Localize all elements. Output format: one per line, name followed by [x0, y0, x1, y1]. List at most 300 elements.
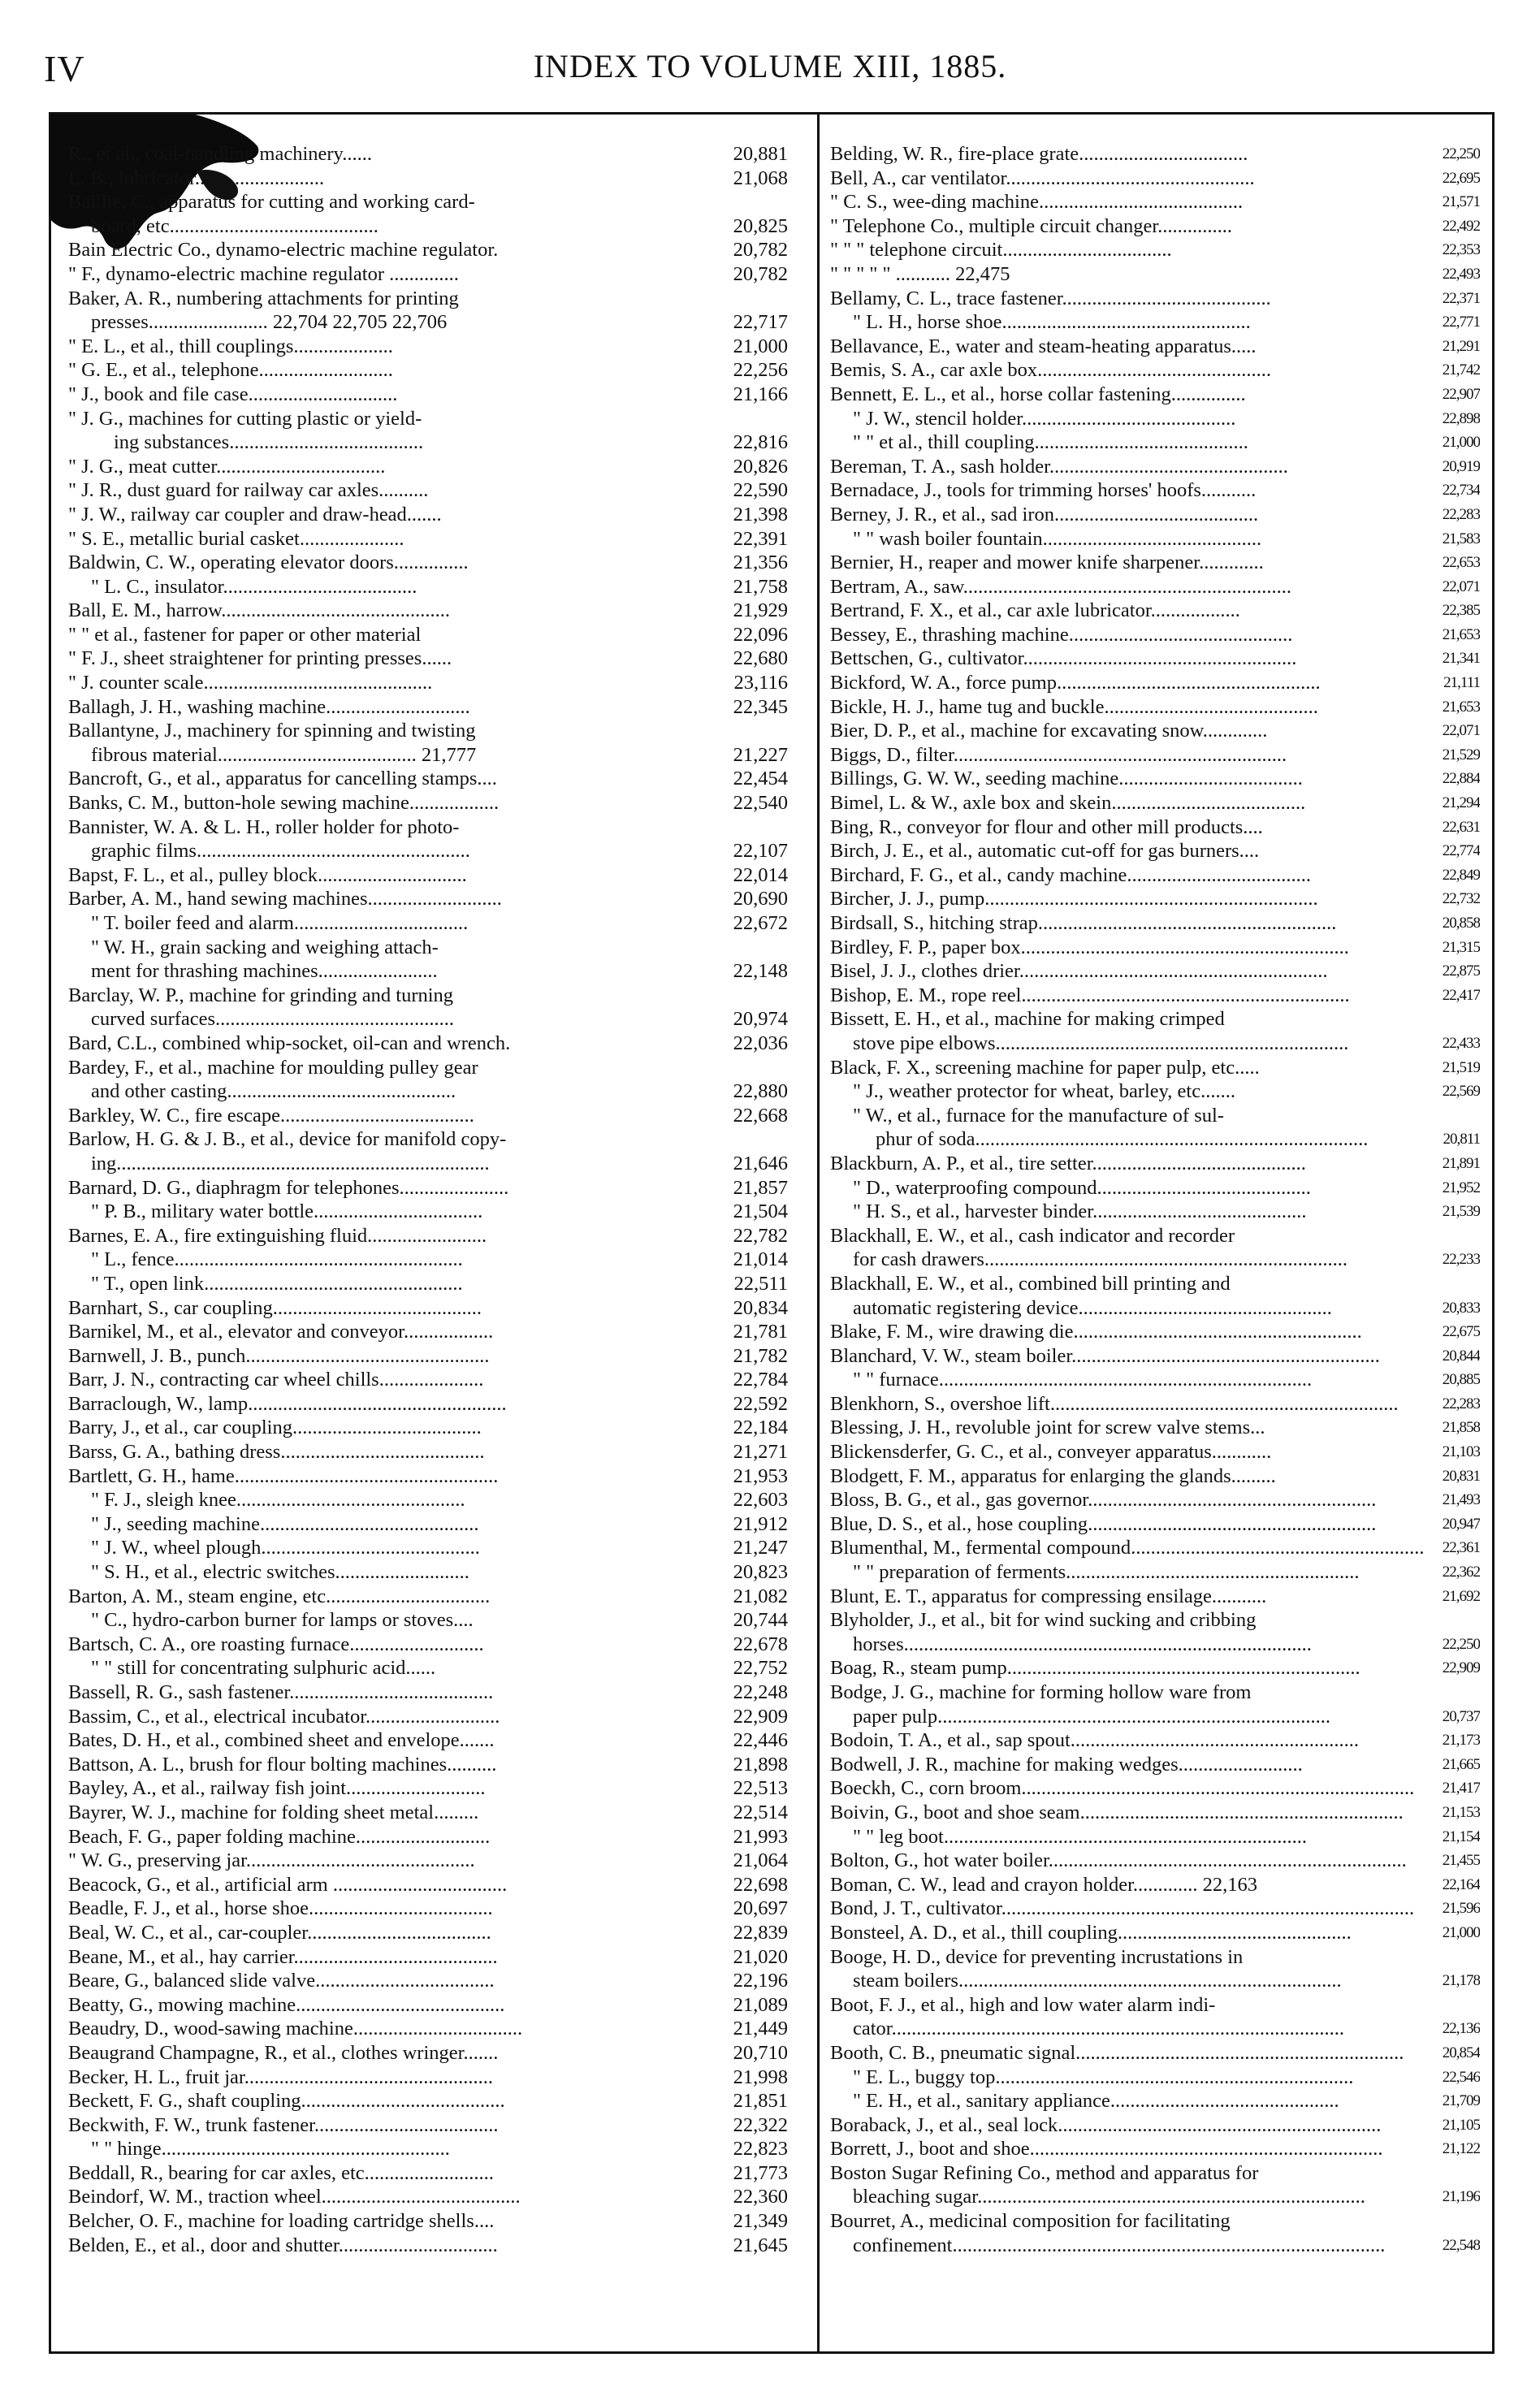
entry-number: 21,993 — [730, 1825, 788, 1849]
entry-text: Barnikel, M., et al., elevator and conveyor.................. — [68, 1321, 494, 1343]
index-entry — [830, 383, 1480, 407]
entry-number: 22,362 — [1439, 1560, 1480, 1585]
entry-text: Bernadace, J., tools for trimming horses' hoofs........... — [830, 479, 1257, 502]
entry-text: Barkley, W. C., fire escape....................................... — [68, 1104, 474, 1127]
index-entry — [830, 1368, 1480, 1392]
index-entry — [830, 1200, 1480, 1224]
entry-number: 21,692 — [1439, 1585, 1480, 1609]
entry-number: 22,371 — [1439, 287, 1480, 311]
entry-number: 21,122 — [1439, 2137, 1480, 2161]
entry-text: " E. L., et al., thill couplings.................... — [68, 335, 393, 357]
entry-number: 21,898 — [730, 1753, 788, 1777]
entry-number: 20,831 — [1439, 1464, 1480, 1489]
index-entry — [830, 1248, 1480, 1272]
entry-text: graphic films....................................................... — [91, 840, 470, 863]
index-entry — [830, 478, 1480, 503]
entry-number: 22,774 — [1439, 839, 1480, 863]
entry-text: Bodoin, T. A., et al., sap spout.......................................................... — [830, 1729, 1360, 1752]
entry-text: Bassell, R. G., sash fastener......................................... — [68, 1681, 494, 1703]
entry-number: 21,000 — [730, 335, 788, 359]
index-entry — [68, 1921, 802, 1945]
entry-text: " " wash boiler fountain............................................ — [853, 527, 1262, 550]
entry-text: Bodwell, J. R., machine for making wedges......................... — [830, 1753, 1303, 1776]
entry-text: Beckwith, F. W., trunk fastener..................................... — [68, 2113, 499, 2136]
entry-text: Baillie, C., apparatus for cutting and working card- — [68, 191, 475, 214]
entry-number: 21,449 — [730, 2017, 788, 2041]
entry-number: 20,825 — [730, 214, 788, 239]
entry-text: " H. S., et al., harvester binder........................................... — [853, 1200, 1307, 1223]
entry-number: 21,596 — [1439, 1897, 1480, 1921]
entry-number: 22,353 — [1439, 238, 1480, 262]
index-entry — [830, 1656, 1480, 1680]
entry-number: 22,493 — [1439, 262, 1480, 287]
entry-number: 22,071 — [1439, 575, 1480, 599]
index-entry — [830, 407, 1480, 431]
index-entry — [830, 2113, 1480, 2138]
entry-text: Bonsteel, A. D., et al., thill coupling............................................... — [830, 1921, 1352, 1944]
index-entry — [68, 1728, 802, 1753]
entry-text: " D., waterproofing compound........................................... — [853, 1176, 1311, 1199]
index-entry — [830, 455, 1480, 479]
index-entry — [68, 335, 802, 359]
entry-text: Bimel, L. & W., axle box and skein....................................... — [830, 792, 1306, 815]
entry-text: Barr, J. N., contracting car wheel chills..................... — [68, 1369, 484, 1391]
entry-text: Barss, G. A., bathing dress......................................... — [68, 1441, 485, 1464]
index-entry — [68, 2234, 802, 2258]
column-divider — [817, 114, 820, 2352]
index-entry — [830, 1728, 1480, 1753]
entry-text: Bennett, E. L., et al., horse collar fastening............... — [830, 383, 1246, 405]
entry-number: 20,811 — [1439, 1127, 1480, 1152]
entry-text: Beddall, R., bearing for car axles, etc.......................... — [68, 2161, 494, 2184]
entry-number: 22,391 — [730, 527, 788, 552]
index-entry — [830, 767, 1480, 791]
entry-text: Bates, D. H., et al., combined sheet and envelope....... — [68, 1729, 495, 1752]
entry-number: 22,283 — [1439, 503, 1480, 527]
index-entry — [68, 1585, 802, 1609]
index-entry — [830, 2089, 1480, 2113]
index-entry — [830, 791, 1480, 815]
entry-text: Blake, F. M., wire drawing die.......................................................... — [830, 1321, 1362, 1343]
index-entry — [830, 815, 1480, 840]
entry-text: Black, F. X., screening machine for paper pulp, etc..... — [830, 1056, 1260, 1079]
entry-text: Banks, C. M., button-hole sewing machine.................. — [68, 792, 500, 815]
index-entry — [830, 1680, 1480, 1705]
entry-text: Blickensderfer, G. C., et al., conveyer apparatus............ — [830, 1441, 1272, 1464]
entry-number: 21,173 — [1439, 1728, 1480, 1753]
index-entry — [830, 1993, 1480, 2018]
entry-number: 21,089 — [730, 1993, 788, 2018]
entry-number: 22,036 — [730, 1032, 788, 1056]
entry-number: 22,540 — [730, 791, 788, 815]
entry-text: stove pipe elbows....................................................................... — [853, 1032, 1349, 1054]
entry-text: Beacock, G., et al., artificial arm ................................... — [68, 1873, 508, 1896]
entry-number: 20,782 — [730, 262, 788, 287]
entry-text: " J. R., dust guard for railway car axles.......... — [68, 479, 429, 502]
entry-text: Boston Sugar Refining Co., method and apparatus for — [830, 2161, 1259, 2184]
entry-text: Bessey, E., thrashing machine............................................. — [830, 623, 1293, 646]
index-entry — [68, 575, 802, 599]
entry-number: 22,782 — [730, 1224, 788, 1248]
index-entry — [830, 575, 1480, 599]
entry-number: 21,227 — [730, 743, 788, 768]
entry-text: " J., weather protector for wheat, barley, etc....... — [853, 1080, 1235, 1103]
index-entry — [830, 503, 1480, 527]
entry-text: " C., hydro-carbon burner for lamps or stoves.... — [91, 1609, 474, 1632]
index-entry — [68, 1945, 802, 1970]
index-entry — [830, 1512, 1480, 1537]
entry-number: 22,513 — [730, 1776, 788, 1801]
index-entry — [68, 599, 802, 623]
entry-text: Bemis, S. A., car axle box............................................... — [830, 359, 1272, 382]
index-entry — [830, 142, 1480, 167]
entry-text: ing substances....................................... — [114, 431, 424, 454]
entry-text: Bernier, H., reaper and mower knife sharpener............. — [830, 552, 1264, 574]
index-entry — [830, 1056, 1480, 1080]
index-entry — [830, 1152, 1480, 1176]
entry-number: 22,839 — [730, 1921, 788, 1945]
index-entry — [830, 1897, 1480, 1921]
entry-number: 22,136 — [1439, 2017, 1480, 2041]
entry-number: 22,907 — [1439, 383, 1480, 407]
index-entry — [830, 190, 1480, 214]
index-entry — [830, 287, 1480, 311]
entry-text: and other casting.............................................. — [91, 1080, 456, 1103]
entry-number: 22,816 — [730, 430, 788, 455]
entry-text: Boeckh, C., corn broom............................................................................... — [830, 1777, 1415, 1800]
entry-text: Ball, E. M., harrow.............................................. — [68, 599, 450, 622]
entry-text: Bassim, C., et al., electrical incubator........................... — [68, 1705, 500, 1728]
entry-text: Blanchard, V. W., steam boiler.............................................................. — [830, 1344, 1380, 1367]
entry-text: Baldwin, C. W., operating elevator doors............... — [68, 552, 469, 574]
entry-number: 22,695 — [1439, 167, 1480, 191]
entry-text: Beach, F. G., paper folding machine........................... — [68, 1825, 491, 1848]
entry-number: 22,698 — [730, 1873, 788, 1897]
entry-number: 21,341 — [1439, 647, 1480, 671]
index-entry — [68, 1801, 802, 1825]
entry-text: Blessing, J. H., revoluble joint for screw valve stems... — [830, 1417, 1265, 1439]
index-entry — [830, 2185, 1480, 2209]
entry-text: Bourret, A., medicinal composition for facilitating — [830, 2210, 1231, 2233]
entry-text: Belcher, O. F., machine for loading cartridge shells.... — [68, 2210, 495, 2233]
entry-number: 22,653 — [1439, 551, 1480, 575]
index-entry — [830, 2161, 1480, 2186]
entry-text: paper pulp............................................................................... — [853, 1705, 1330, 1728]
entry-text: " L. C., insulator....................................... — [91, 575, 417, 598]
index-entry — [830, 2065, 1480, 2090]
entry-number: 21,758 — [730, 575, 788, 599]
entry-text: " F. J., sheet straightener for printing presses...... — [68, 647, 452, 670]
index-entry — [68, 1656, 802, 1680]
entry-text: Bain Electric Co., dynamo-electric machine regulator. — [68, 239, 499, 262]
index-entry — [830, 430, 1480, 455]
entry-text: Beaudry, D., wood-sawing machine.................................. — [68, 2018, 523, 2040]
index-entry — [830, 647, 1480, 671]
entry-text: Bancroft, G., et al., apparatus for cancelling stamps.... — [68, 768, 497, 790]
index-entry — [68, 1464, 802, 1489]
index-entry — [68, 1296, 802, 1321]
index-entry — [68, 1344, 802, 1369]
entry-number: 22,361 — [1439, 1536, 1480, 1560]
entry-text: " J. W., wheel plough............................................ — [91, 1537, 480, 1559]
entry-number: 21,653 — [1439, 695, 1480, 720]
index-entry — [68, 839, 802, 863]
entry-number: 22,849 — [1439, 863, 1480, 888]
entry-number: 22,590 — [730, 478, 788, 503]
index-entry — [68, 287, 802, 311]
index-entry — [68, 1873, 802, 1897]
entry-text: Bellavance, E., water and steam-heating apparatus..... — [830, 335, 1257, 357]
index-entry — [68, 1392, 802, 1417]
entry-number: 21,247 — [730, 1536, 788, 1560]
entry-number: 21,773 — [730, 2161, 788, 2186]
entry-number: 21,529 — [1439, 743, 1480, 768]
entry-number: 21,105 — [1439, 2113, 1480, 2138]
entry-number: 21,519 — [1439, 1056, 1480, 1080]
entry-text: for cash drawers......................................................................... — [853, 1248, 1348, 1271]
index-entry — [830, 335, 1480, 359]
entry-text: Boag, R., steam pump....................................................................... — [830, 1657, 1360, 1680]
index-entry — [830, 1416, 1480, 1440]
entry-number: 22,752 — [730, 1656, 788, 1680]
entry-number: 20,737 — [1439, 1705, 1480, 1729]
index-entry — [68, 1680, 802, 1705]
entry-number: 22,360 — [730, 2185, 788, 2209]
index-entry — [830, 1296, 1480, 1321]
entry-number: 21,571 — [1439, 190, 1480, 214]
entry-text: Bardey, F., et al., machine for moulding pulley gear — [68, 1056, 478, 1079]
entry-number: 21,912 — [730, 1512, 788, 1537]
entry-number: 22,385 — [1439, 599, 1480, 623]
entry-text: " J. counter scale.............................................. — [68, 672, 433, 694]
index-entry — [68, 1608, 802, 1633]
entry-number: 22,454 — [730, 767, 788, 791]
entry-text: Bond, J. T., cultivator................................................................................... — [830, 1897, 1415, 1920]
entry-text: " W. G., preserving jar.............................................. — [68, 1849, 475, 1872]
entry-text: ment for thrashing machines........................ — [91, 960, 438, 983]
index-entry — [830, 1392, 1480, 1417]
entry-number: 22,668 — [730, 1104, 788, 1128]
entry-text: Beaugrand Champagne, R., et al., clothes wringer....... — [68, 2041, 499, 2064]
entry-number: 22,492 — [1439, 214, 1480, 239]
entry-text: fibrous material........................................ 21,777 — [91, 743, 477, 766]
entry-text: phur of soda............................................................................... — [876, 1128, 1369, 1151]
entry-text: Blackhall, E. W., et al., combined bill printing and — [830, 1272, 1231, 1295]
index-entry — [830, 719, 1480, 743]
index-entry — [830, 984, 1480, 1008]
entry-number: 21,952 — [1439, 1176, 1480, 1200]
index-entry — [68, 1224, 802, 1248]
entry-text: Billings, G. W. W., seeding machine..................................... — [830, 768, 1303, 790]
entry-text: bleaching sugar.............................................................................. — [853, 2186, 1365, 2208]
entry-text: Beal, W. C., et al., car-coupler..................................... — [68, 1921, 491, 1944]
entry-text: " F. J., sleigh knee.............................................. — [91, 1489, 465, 1512]
index-entry — [68, 1416, 802, 1440]
entry-number: 21,929 — [730, 599, 788, 623]
entry-number: 21,857 — [730, 1176, 788, 1200]
entry-text: Boot, F. J., et al., high and low water alarm indi- — [830, 1993, 1216, 2016]
entry-text: Bettschen, G., cultivator....................................................... — [830, 647, 1297, 670]
index-entry — [68, 815, 802, 840]
entry-text: " J. W., stencil holder........................................... — [853, 407, 1236, 430]
entry-text: " E. L., buggy top........................................................................ — [853, 2065, 1354, 2088]
entry-text: automatic registering device................................................... — [853, 1296, 1332, 1319]
index-entry — [68, 142, 802, 167]
entry-number: 22,071 — [1439, 719, 1480, 743]
entry-number: 21,858 — [1439, 1416, 1480, 1440]
index-entry — [68, 911, 802, 936]
page-title: INDEX TO VOLUME XIII, 1885. — [533, 48, 1007, 84]
entry-text: board, etc.......................................... — [91, 214, 379, 237]
entry-number: 21,166 — [730, 383, 788, 407]
entry-number: 21,742 — [1439, 358, 1480, 383]
index-entry — [68, 2065, 802, 2090]
index-entry — [68, 455, 802, 479]
index-entry — [68, 1056, 802, 1080]
entry-number: 21,583 — [1439, 527, 1480, 552]
index-entry — [68, 695, 802, 720]
entry-number: 21,653 — [1439, 623, 1480, 647]
entry-text: Bickford, W. A., force pump..................................................... — [830, 672, 1321, 694]
entry-text: Barber, A. M., hand sewing machines........................... — [68, 888, 502, 911]
index-entry — [830, 1825, 1480, 1849]
entry-number: 21,153 — [1439, 1801, 1480, 1825]
entry-text: " " preparation of ferments........................................................... — [853, 1561, 1360, 1584]
index-entry — [68, 2185, 802, 2209]
index-entry — [830, 1753, 1480, 1777]
entry-number: 22,233 — [1439, 1248, 1480, 1272]
entry-text: Boivin, G., boot and shoe seam................................................................. — [830, 1801, 1404, 1823]
entry-text: Biggs, D., filter................................................................... — [830, 743, 1287, 766]
entry-text: Blyholder, J., et al., bit for wind sucking and cribbing — [830, 1609, 1257, 1632]
entry-number: 22,875 — [1439, 959, 1480, 984]
index-entry — [830, 262, 1480, 287]
entry-number: 22,592 — [730, 1392, 788, 1417]
entry-number: 21,154 — [1439, 1825, 1480, 1849]
entry-number: 22,345 — [730, 695, 788, 720]
index-entry — [68, 407, 802, 431]
index-entry — [68, 1104, 802, 1128]
entry-number: 21,891 — [1439, 1152, 1480, 1176]
index-entry — [68, 887, 802, 911]
index-entry — [830, 863, 1480, 888]
index-entry — [68, 1007, 802, 1032]
entry-number: 22,672 — [730, 911, 788, 936]
entry-number: 22,884 — [1439, 767, 1480, 791]
index-entry — [830, 1536, 1480, 1560]
entry-number: 20,690 — [730, 887, 788, 911]
entry-text: Berney, J. R., et al., sad iron......................................... — [830, 503, 1259, 526]
entry-number: 21,349 — [730, 2209, 788, 2234]
index-entry — [68, 719, 802, 743]
entry-number: 22,148 — [730, 959, 788, 984]
entry-number: 20,858 — [1439, 911, 1480, 936]
index-entry — [68, 214, 802, 239]
entry-number: 22,784 — [730, 1368, 788, 1392]
index-entry — [830, 695, 1480, 720]
entry-text: Blumenthal, M., fermental compound........................................................... — [830, 1537, 1425, 1559]
entry-text: " " furnace........................................................................... — [853, 1369, 1313, 1391]
index-entry — [830, 911, 1480, 936]
entry-text: Blenkhorn, S., overshoe lift...................................................................... — [830, 1392, 1399, 1415]
index-entry — [68, 2209, 802, 2234]
entry-text: " " et al., thill coupling........................................... — [853, 431, 1248, 454]
index-entry — [68, 503, 802, 527]
entry-text: Bell, A., car ventilator.................................................. — [830, 167, 1255, 189]
entry-text: " W. H., grain sacking and weighing attach- — [91, 936, 439, 958]
entry-number: 22,164 — [1439, 1873, 1480, 1897]
entry-number: 21,111 — [1440, 671, 1480, 695]
entry-text: Belden, E., et al., door and shutter................................ — [68, 2234, 498, 2256]
index-entry — [68, 1200, 802, 1224]
entry-text: Barlow, H. G. & J. B., et al., device for manifold copy- — [68, 1128, 507, 1151]
index-entry — [68, 1248, 802, 1272]
entry-text: " " " " " ........... 22,475 — [830, 262, 1010, 285]
entry-number: 21,294 — [1439, 791, 1480, 815]
entry-text: Bishop, E. M., rope reel.................................................................. — [830, 984, 1350, 1006]
entry-number: 21,782 — [730, 1344, 788, 1369]
entry-number: 22,417 — [1439, 984, 1480, 1008]
index-entry — [830, 839, 1480, 863]
entry-text: " " leg boot......................................................................... — [853, 1825, 1307, 1848]
entry-text: Barton, A. M., steam engine, etc................................. — [68, 1585, 491, 1607]
entry-number: 21,196 — [1439, 2185, 1480, 2209]
entry-number: 20,744 — [730, 1608, 788, 1633]
entry-text: Bing, R., conveyor for flour and other mill products.... — [830, 815, 1263, 838]
index-entry — [68, 623, 802, 647]
entry-number: 20,834 — [730, 1296, 788, 1321]
index-entry — [830, 1921, 1480, 1945]
index-entry — [830, 1176, 1480, 1200]
index-entry — [830, 1488, 1480, 1512]
entry-number: 22,909 — [1439, 1656, 1480, 1680]
index-entry — [68, 863, 802, 888]
index-entry — [830, 2041, 1480, 2065]
index-entry — [830, 1007, 1480, 1032]
index-entry — [68, 1969, 802, 1993]
entry-number: 21,709 — [1439, 2089, 1480, 2113]
index-entry — [68, 671, 802, 695]
index-entry — [830, 1560, 1480, 1585]
entry-text: Bayley, A., et al., railway fish joint............................ — [68, 1777, 486, 1800]
entry-text: Beadle, F. J., et al., horse shoe..................................... — [68, 1897, 493, 1920]
index-entry — [68, 1079, 802, 1104]
entry-text: Bircher, J. J., pump................................................................... — [830, 888, 1318, 911]
index-entry — [68, 190, 802, 214]
entry-text: Barnwell, J. B., punch................................................. — [68, 1344, 490, 1367]
entry-text: Blackhall, E. W., et al., cash indicator and recorder — [830, 1224, 1235, 1247]
index-entry — [68, 1849, 802, 1873]
entry-text: steam boilers............................................................................. — [853, 1970, 1342, 1992]
index-entry — [68, 743, 802, 768]
entry-number: 21,539 — [1439, 1200, 1480, 1224]
index-entry — [830, 1104, 1480, 1128]
entry-text: Ballantyne, J., machinery for spinning and twisting — [68, 720, 476, 742]
entry-number: 21,398 — [730, 503, 788, 527]
index-entry — [68, 383, 802, 407]
index-entry — [68, 551, 802, 575]
entry-number: 22,446 — [730, 1728, 788, 1753]
entry-text: Blodgett, F. M., apparatus for enlarging the glands......... — [830, 1464, 1276, 1487]
entry-text: Battson, A. L., brush for flour bolting machines.......... — [68, 1753, 497, 1776]
entry-text: Birdsall, S., hitching strap............................................................ — [830, 912, 1337, 934]
entry-text: " T. boiler feed and alarm................................... — [91, 912, 469, 934]
index-entry — [68, 430, 802, 455]
index-entry — [830, 1440, 1480, 1464]
index-entry — [68, 1776, 802, 1801]
index-entry — [830, 1585, 1480, 1609]
entry-number: 20,947 — [1439, 1512, 1480, 1537]
